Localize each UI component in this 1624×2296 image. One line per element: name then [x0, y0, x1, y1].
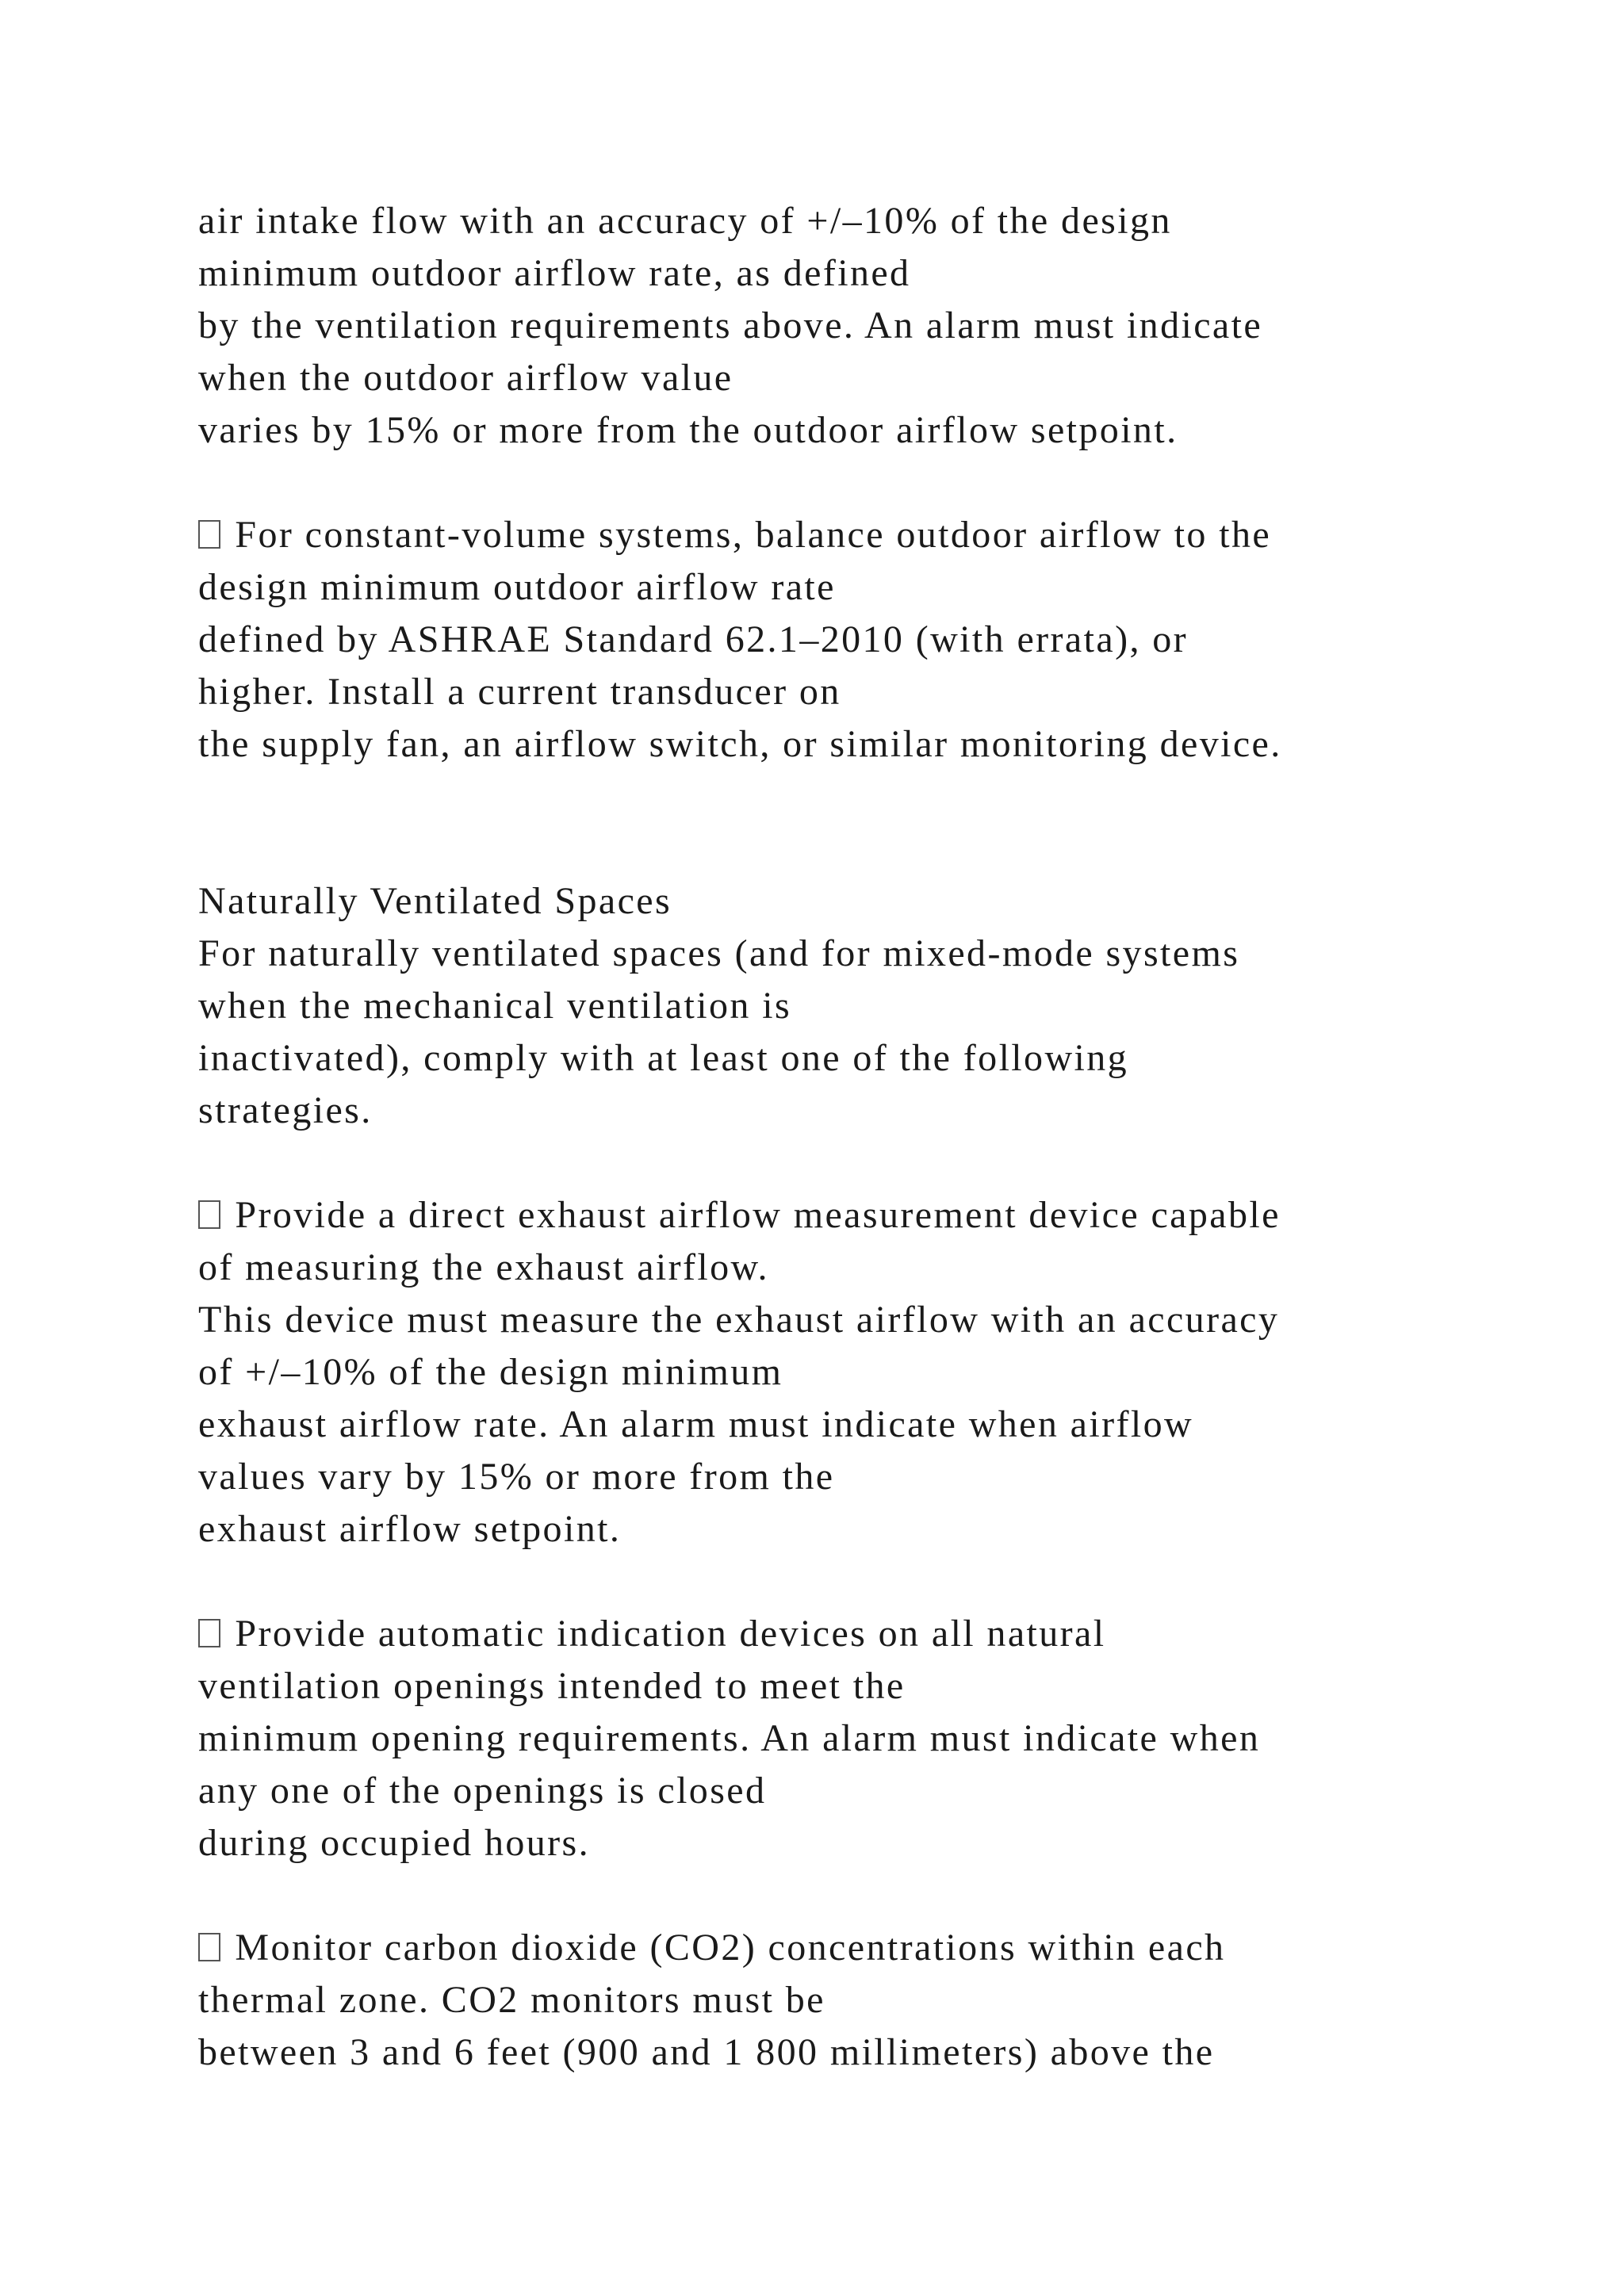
text-line: defined by ASHRAE Standard 62.1–2010 (with errata), or [198, 618, 1189, 660]
missing-glyph-icon [198, 1200, 220, 1229]
text-line: minimum outdoor airflow rate, as defined [198, 252, 911, 294]
bullet-text: Provide automatic indication devices on all natural [224, 1613, 1106, 1655]
bullet-item-3 [198, 1608, 1594, 1869]
text-line: any one of the openings is closed [198, 1770, 767, 1812]
paragraph-1 [198, 195, 1594, 457]
text-line: strategies. [198, 1089, 373, 1131]
paragraph-gap [198, 1869, 1594, 1922]
text-line: thermal zone. CO2 monitors must be [198, 1979, 825, 2021]
text-line: when the mechanical ventilation is [198, 985, 792, 1027]
text-line: air intake flow with an accuracy of +/–10% of the design [198, 200, 1172, 242]
bullet-item-4 [198, 1922, 1594, 2079]
document-body [198, 195, 1594, 2079]
text-line [198, 509, 1594, 561]
text-line: design minimum outdoor airflow rate [198, 566, 836, 608]
text-line: varies by 15% or more from the outdoor airflow setpoint. [198, 409, 1178, 451]
section-heading: Naturally Ventilated Spaces [198, 880, 672, 922]
text-line [198, 1922, 1594, 1974]
text-line: values vary by 15% or more from the [198, 1456, 835, 1498]
bullet-item-2 [198, 1189, 1594, 1556]
missing-glyph-icon [198, 1619, 220, 1647]
text-line: higher. Install a current transducer on [198, 671, 841, 713]
bullet-text: Provide a direct exhaust airflow measurement device capable [224, 1194, 1281, 1236]
text-line [198, 1189, 1594, 1242]
text-line: exhaust airflow setpoint. [198, 1508, 622, 1550]
text-line: minimum opening requirements. An alarm must indicate when [198, 1717, 1261, 1759]
paragraph-2 [198, 928, 1594, 1137]
text-line: For naturally ventilated spaces (and for mixed-mode systems [198, 932, 1240, 974]
paragraph-gap [198, 1556, 1594, 1608]
text-line: ventilation openings intended to meet the [198, 1665, 906, 1707]
text-line: when the outdoor airflow value [198, 357, 733, 399]
bullet-text: Monitor carbon dioxide (CO2) concentrations within each [224, 1927, 1226, 1969]
missing-glyph-icon [198, 1933, 220, 1961]
bullet-item-1 [198, 509, 1594, 771]
text-line: of measuring the exhaust airflow. [198, 1246, 769, 1288]
text-line: of +/–10% of the design minimum [198, 1351, 783, 1393]
bullet-text: For constant-volume systems, balance outdoor airflow to the [224, 514, 1272, 556]
text-line: by the ventilation requirements above. An alarm must indicate [198, 304, 1263, 346]
missing-glyph-icon [198, 520, 220, 549]
text-line: inactivated), comply with at least one of the following [198, 1037, 1129, 1079]
paragraph-gap [198, 457, 1594, 509]
text-line: during occupied hours. [198, 1822, 591, 1864]
text-line: This device must measure the exhaust airflow with an accuracy [198, 1299, 1280, 1341]
text-line [198, 1608, 1594, 1660]
paragraph-gap [198, 1137, 1594, 1189]
text-line: the supply fan, an airflow switch, or similar monitoring device. [198, 723, 1282, 765]
text-line: exhaust airflow rate. An alarm must indicate when airflow [198, 1403, 1194, 1445]
section-gap [198, 771, 1594, 875]
text-line: between 3 and 6 feet (900 and 1 800 millimeters) above the [198, 2031, 1215, 2073]
